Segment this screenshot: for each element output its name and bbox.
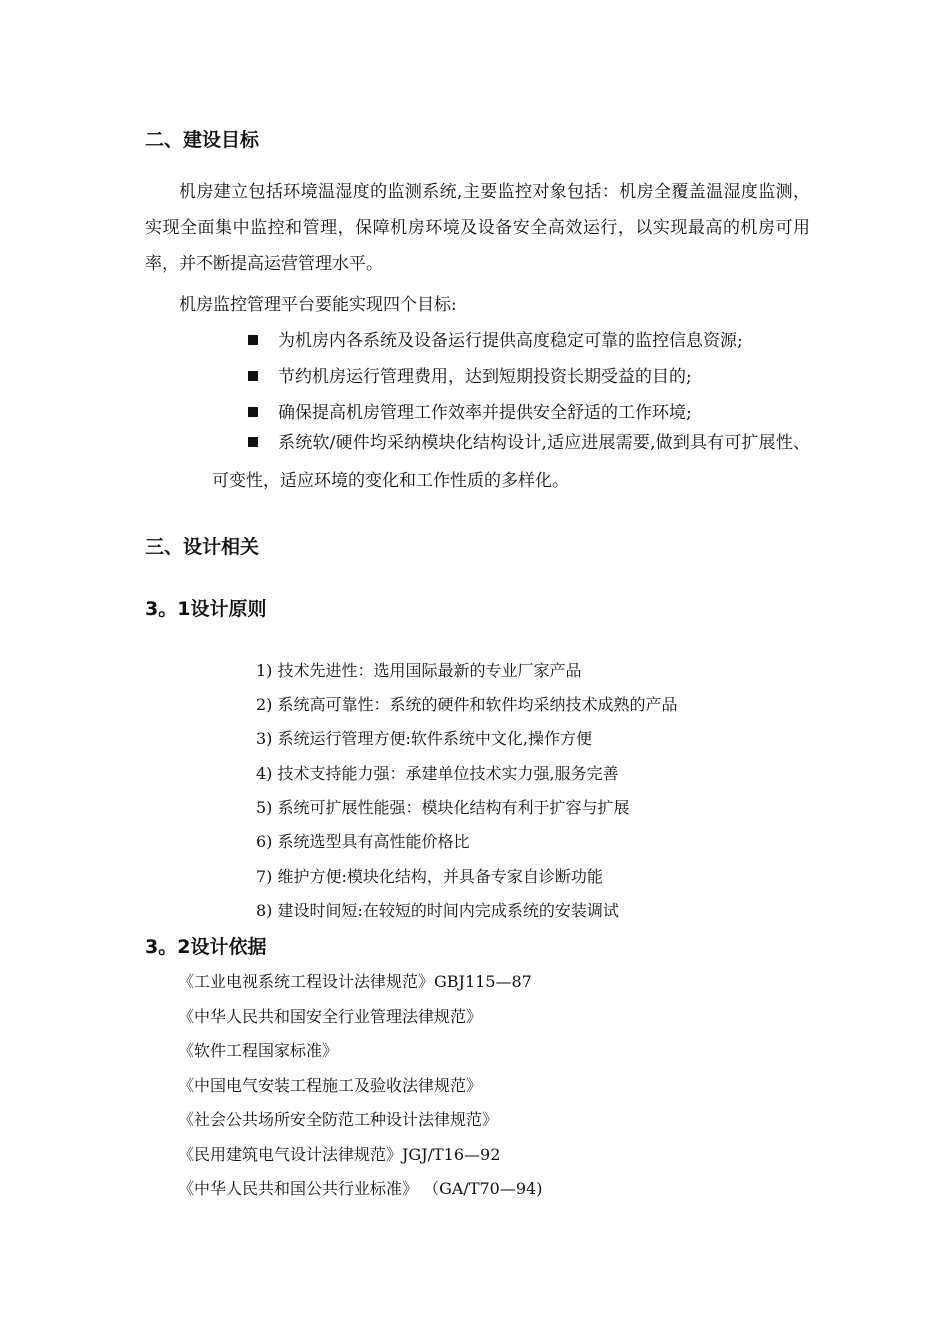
square-bullet-icon [248,335,258,345]
square-bullet-icon [248,371,258,381]
principle-item: 6) 系统选型具有高性能价格比 [256,832,470,851]
reference-item: 《中国电气安装工程施工及验收法律规范》 [178,1076,483,1095]
reference-item: 《民用建筑电气设计法律规范》JGJ/T16—92 [178,1145,501,1164]
reference-item: 《软件工程国家标准》 [178,1041,339,1060]
principle-item: 4) 技术支持能力强：承建单位技术实力强,服务完善 [256,764,619,783]
goal-item [248,398,692,423]
goal-item [248,362,692,387]
principle-item: 2) 系统高可靠性：系统的硬件和软件均采纳技术成熟的产品 [256,695,678,714]
goal-item [248,326,743,351]
subsection-heading-design-basis: 3。2设计依据 [145,936,267,958]
goal-text: 系统软/硬件均采纳模块化结构设计,适应进展需要,做到具有可扩展性、可变性，适应环境的变化和工作性质的多样化。 [212,433,810,491]
principle-item: 8) 建设时间短:在较短的时间内完成系统的安装调试 [256,901,619,920]
principle-item: 5) 系统可扩展性能强：模块化结构有利于扩容与扩展 [256,798,630,817]
intro-paragraph: 机房建立包括环境温湿度的监测系统,主要监控对象包括：机房全覆盖温湿度监测，实现全面集中监控和管理，保障机房环境及设备安全高效运行，以实现最高的机房可用率，并不断提高运营管理水平。 [145,182,810,274]
reference-item: 《中华人民共和国安全行业管理法律规范》 [178,1007,483,1026]
reference-item: 《社会公共场所安全防范工种设计法律规范》 [178,1110,499,1129]
goal-text: 为机房内各系统及设备运行提供高度稳定可靠的监控信息资源; [278,331,743,351]
principle-item: 7) 维护方便:模块化结构，并具备专家自诊断功能 [256,867,603,886]
goals-lead: 机房监控管理平台要能实现四个目标: [179,295,457,315]
square-bullet-icon [248,437,258,447]
section-heading-construction-goals: 二、建设目标 [145,129,260,151]
principle-item: 1) 技术先进性：选用国际最新的专业厂家产品 [256,661,582,680]
square-bullet-icon [248,407,258,417]
goal-text: 确保提高机房管理工作效率并提供安全舒适的工作环境; [278,403,692,423]
goal-text: 节约机房运行管理费用，达到短期投资长期受益的目的; [278,367,692,387]
section-heading-design-related: 三、设计相关 [145,536,260,558]
goal-item [212,424,810,500]
principle-item: 3) 系统运行管理方便:软件系统中文化,操作方便 [256,729,592,748]
reference-item: 《中华人民共和国公共行业标准》 （GA/T70—94) [178,1179,543,1198]
subsection-heading-design-principles: 3。1设计原则 [145,598,267,620]
reference-item: 《工业电视系统工程设计法律规范》GBJ115—87 [178,972,532,991]
